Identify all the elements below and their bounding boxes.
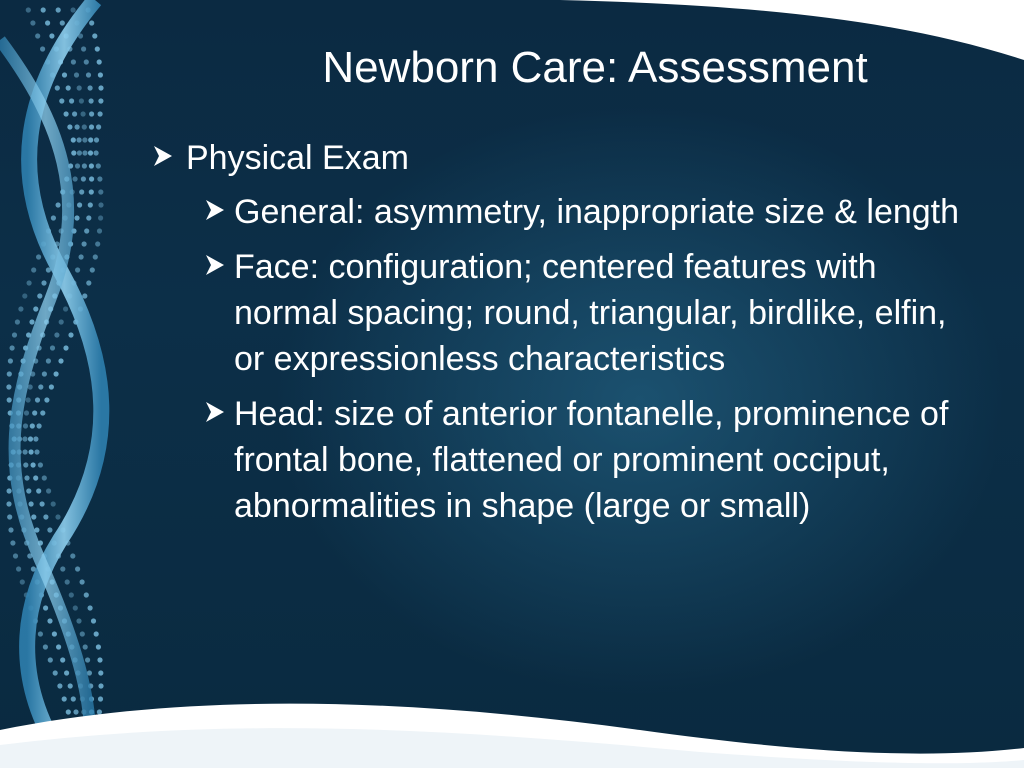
arrow-bullet-icon [202, 391, 234, 432]
bullet-text: Physical Exam [186, 139, 409, 177]
sub-bullet-text: Head: size of anterior fontanelle, prominence of frontal bone, flattened or prominent occiput, abnormalities in shape (large or small) [234, 395, 949, 525]
sub-bullet-text: Face: configuration; centered features with normal spacing; round, triangular, birdlike, elfin, or expressionless characteristics [234, 248, 947, 378]
bullet-item [150, 135, 980, 181]
arrow-bullet-icon [202, 189, 234, 230]
sub-bullet-item [202, 244, 980, 382]
sub-bullet-item [202, 189, 980, 235]
bullet-list [150, 135, 980, 538]
slide-title: Newborn Care: Assessment [322, 43, 868, 92]
sub-bullet-item [202, 391, 980, 529]
arrow-bullet-icon [202, 244, 234, 285]
arrow-bullet-icon [150, 135, 186, 176]
sub-bullet-text: General: asymmetry, inappropriate size & length [234, 193, 960, 231]
